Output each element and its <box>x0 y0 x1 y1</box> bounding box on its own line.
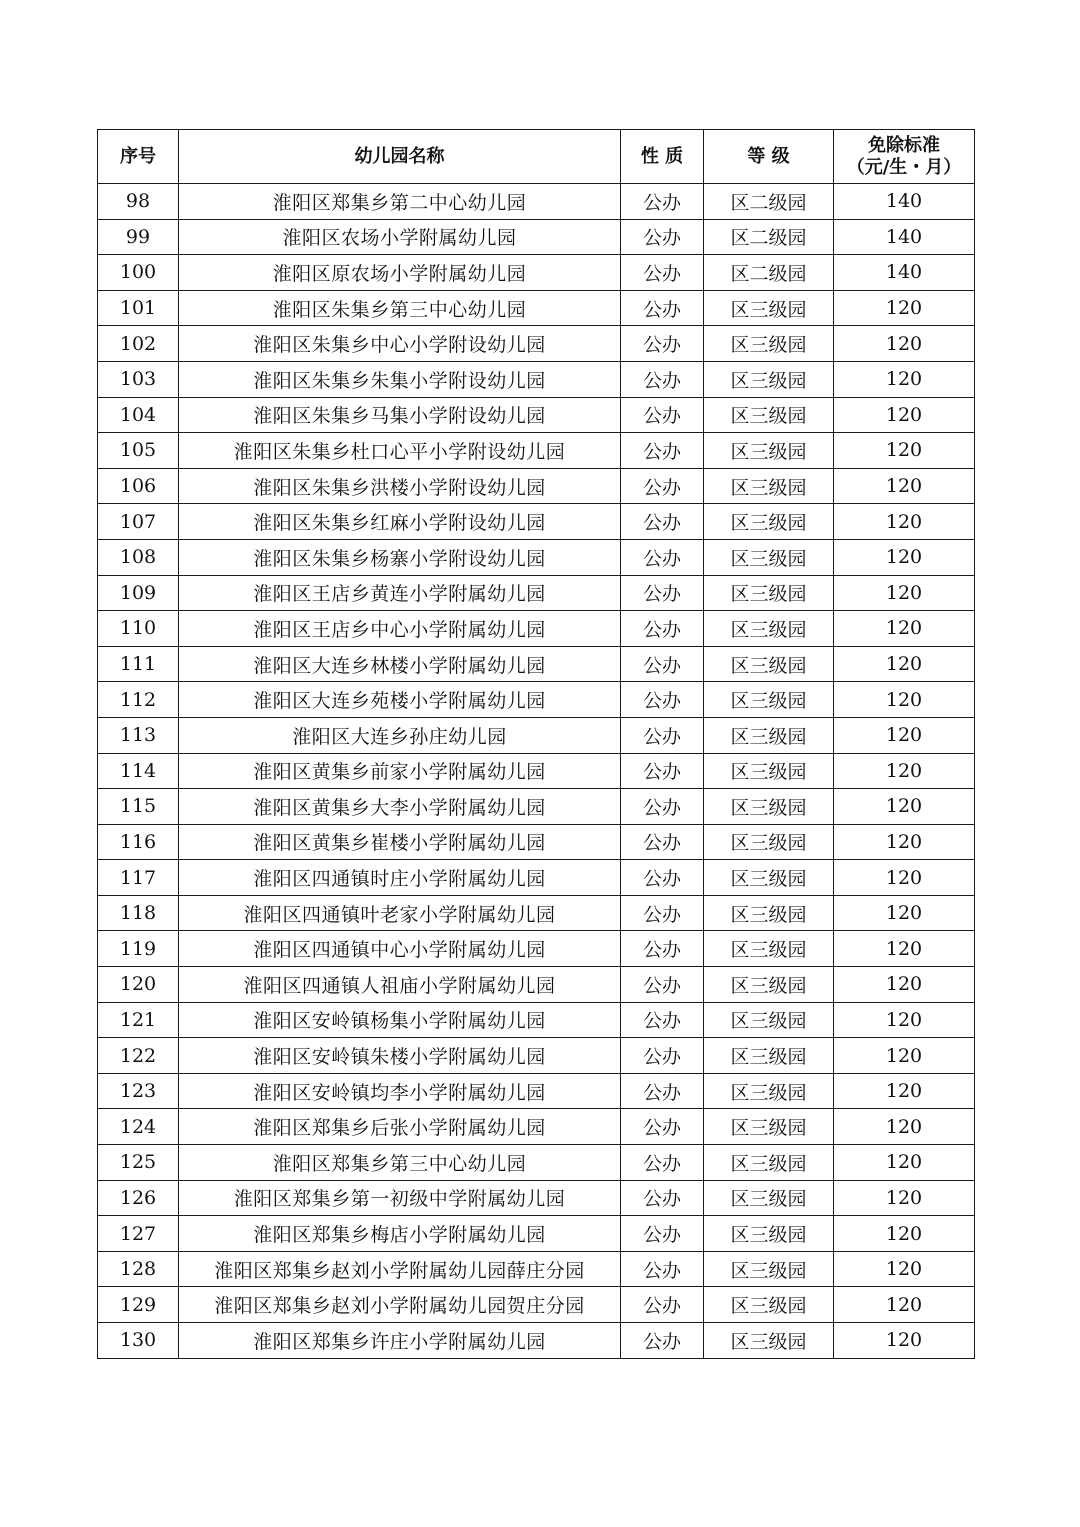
cell-fee: 140 <box>834 255 975 291</box>
cell-grade: 区二级园 <box>704 219 834 255</box>
table-row <box>98 967 975 1003</box>
cell-nature: 公办 <box>621 1251 704 1287</box>
cell-fee: 120 <box>834 504 975 540</box>
cell-fee: 120 <box>834 1251 975 1287</box>
header-row <box>98 130 975 184</box>
cell-seq: 114 <box>98 753 179 789</box>
cell-seq: 130 <box>98 1323 179 1359</box>
table-row <box>98 219 975 255</box>
cell-fee: 120 <box>834 611 975 647</box>
cell-seq: 129 <box>98 1287 179 1323</box>
cell-grade: 区三级园 <box>704 1216 834 1252</box>
cell-grade: 区三级园 <box>704 433 834 469</box>
cell-kindergarten-name: 淮阳区安岭镇均李小学附属幼儿园 <box>179 1073 621 1109</box>
cell-grade: 区三级园 <box>704 967 834 1003</box>
cell-fee: 120 <box>834 1216 975 1252</box>
table-header <box>98 130 975 184</box>
table-row <box>98 290 975 326</box>
table-row <box>98 1287 975 1323</box>
cell-nature: 公办 <box>621 1038 704 1074</box>
cell-seq: 103 <box>98 361 179 397</box>
table-row <box>98 1038 975 1074</box>
cell-fee: 120 <box>834 1145 975 1181</box>
cell-grade: 区三级园 <box>704 504 834 540</box>
header-fee <box>834 130 975 184</box>
cell-nature: 公办 <box>621 504 704 540</box>
cell-nature: 公办 <box>621 1109 704 1145</box>
cell-grade: 区二级园 <box>704 255 834 291</box>
cell-seq: 125 <box>98 1145 179 1181</box>
cell-grade: 区三级园 <box>704 753 834 789</box>
cell-kindergarten-name: 淮阳区黄集乡崔楼小学附属幼儿园 <box>179 824 621 860</box>
table-row <box>98 824 975 860</box>
table-row <box>98 468 975 504</box>
table-row <box>98 1323 975 1359</box>
cell-kindergarten-name: 淮阳区农场小学附属幼儿园 <box>179 219 621 255</box>
cell-nature: 公办 <box>621 255 704 291</box>
cell-seq: 98 <box>98 184 179 220</box>
cell-seq: 127 <box>98 1216 179 1252</box>
cell-nature: 公办 <box>621 326 704 362</box>
cell-fee: 140 <box>834 219 975 255</box>
cell-nature: 公办 <box>621 717 704 753</box>
cell-nature: 公办 <box>621 361 704 397</box>
cell-nature: 公办 <box>621 468 704 504</box>
cell-fee: 120 <box>834 326 975 362</box>
cell-fee: 140 <box>834 184 975 220</box>
header-nature: 性 质 <box>621 130 704 184</box>
cell-nature: 公办 <box>621 860 704 896</box>
cell-kindergarten-name: 淮阳区黄集乡前家小学附属幼儿园 <box>179 753 621 789</box>
table-row <box>98 1109 975 1145</box>
cell-grade: 区三级园 <box>704 789 834 825</box>
cell-nature: 公办 <box>621 1323 704 1359</box>
cell-nature: 公办 <box>621 1073 704 1109</box>
cell-grade: 区三级园 <box>704 1145 834 1181</box>
cell-kindergarten-name: 淮阳区安岭镇朱楼小学附属幼儿园 <box>179 1038 621 1074</box>
cell-kindergarten-name: 淮阳区郑集乡赵刘小学附属幼儿园薛庄分园 <box>179 1251 621 1287</box>
cell-fee: 120 <box>834 1002 975 1038</box>
cell-fee: 120 <box>834 433 975 469</box>
table-row <box>98 931 975 967</box>
cell-fee: 120 <box>834 1287 975 1323</box>
table-row <box>98 789 975 825</box>
cell-fee: 120 <box>834 361 975 397</box>
cell-nature: 公办 <box>621 611 704 647</box>
cell-seq: 122 <box>98 1038 179 1074</box>
cell-grade: 区三级园 <box>704 468 834 504</box>
cell-seq: 123 <box>98 1073 179 1109</box>
cell-kindergarten-name: 淮阳区朱集乡洪楼小学附设幼儿园 <box>179 468 621 504</box>
cell-seq: 120 <box>98 967 179 1003</box>
header-grade: 等 级 <box>704 130 834 184</box>
header-seq: 序号 <box>98 130 179 184</box>
table-row <box>98 1216 975 1252</box>
cell-kindergarten-name: 淮阳区朱集乡马集小学附设幼儿园 <box>179 397 621 433</box>
cell-grade: 区三级园 <box>704 290 834 326</box>
cell-seq: 106 <box>98 468 179 504</box>
cell-kindergarten-name: 淮阳区郑集乡梅店小学附属幼儿园 <box>179 1216 621 1252</box>
cell-kindergarten-name: 淮阳区郑集乡赵刘小学附属幼儿园贺庄分园 <box>179 1287 621 1323</box>
cell-kindergarten-name: 淮阳区朱集乡红麻小学附设幼儿园 <box>179 504 621 540</box>
cell-grade: 区三级园 <box>704 1038 834 1074</box>
cell-kindergarten-name: 淮阳区朱集乡第三中心幼儿园 <box>179 290 621 326</box>
cell-seq: 108 <box>98 539 179 575</box>
table-row <box>98 1180 975 1216</box>
cell-kindergarten-name: 淮阳区郑集乡许庄小学附属幼儿园 <box>179 1323 621 1359</box>
cell-grade: 区三级园 <box>704 611 834 647</box>
cell-kindergarten-name: 淮阳区四通镇时庄小学附属幼儿园 <box>179 860 621 896</box>
cell-fee: 120 <box>834 753 975 789</box>
cell-grade: 区三级园 <box>704 326 834 362</box>
cell-fee: 120 <box>834 1109 975 1145</box>
cell-seq: 116 <box>98 824 179 860</box>
cell-fee: 120 <box>834 539 975 575</box>
cell-fee: 120 <box>834 575 975 611</box>
cell-fee: 120 <box>834 468 975 504</box>
table-row <box>98 433 975 469</box>
cell-kindergarten-name: 淮阳区大连乡林楼小学附属幼儿园 <box>179 646 621 682</box>
cell-grade: 区三级园 <box>704 1287 834 1323</box>
cell-grade: 区三级园 <box>704 860 834 896</box>
cell-fee: 120 <box>834 646 975 682</box>
cell-nature: 公办 <box>621 682 704 718</box>
cell-grade: 区三级园 <box>704 539 834 575</box>
cell-seq: 117 <box>98 860 179 896</box>
cell-fee: 120 <box>834 824 975 860</box>
cell-grade: 区三级园 <box>704 1109 834 1145</box>
cell-seq: 102 <box>98 326 179 362</box>
cell-fee: 120 <box>834 967 975 1003</box>
cell-nature: 公办 <box>621 1287 704 1323</box>
table-row <box>98 1073 975 1109</box>
cell-grade: 区三级园 <box>704 1073 834 1109</box>
cell-grade: 区三级园 <box>704 397 834 433</box>
cell-kindergarten-name: 淮阳区大连乡孙庄幼儿园 <box>179 717 621 753</box>
cell-nature: 公办 <box>621 931 704 967</box>
table-body <box>98 184 975 1359</box>
table-row <box>98 611 975 647</box>
cell-grade: 区三级园 <box>704 361 834 397</box>
cell-seq: 104 <box>98 397 179 433</box>
cell-seq: 121 <box>98 1002 179 1038</box>
cell-nature: 公办 <box>621 219 704 255</box>
cell-fee: 120 <box>834 860 975 896</box>
cell-kindergarten-name: 淮阳区黄集乡大李小学附属幼儿园 <box>179 789 621 825</box>
cell-nature: 公办 <box>621 575 704 611</box>
cell-fee: 120 <box>834 682 975 718</box>
table-row <box>98 397 975 433</box>
cell-grade: 区三级园 <box>704 1323 834 1359</box>
cell-seq: 118 <box>98 895 179 931</box>
cell-seq: 112 <box>98 682 179 718</box>
cell-kindergarten-name: 淮阳区朱集乡朱集小学附设幼儿园 <box>179 361 621 397</box>
cell-seq: 113 <box>98 717 179 753</box>
cell-grade: 区三级园 <box>704 682 834 718</box>
cell-seq: 119 <box>98 931 179 967</box>
cell-nature: 公办 <box>621 433 704 469</box>
cell-grade: 区三级园 <box>704 824 834 860</box>
cell-fee: 120 <box>834 1180 975 1216</box>
cell-grade: 区三级园 <box>704 717 834 753</box>
table-row <box>98 1002 975 1038</box>
cell-kindergarten-name: 淮阳区四通镇人祖庙小学附属幼儿园 <box>179 967 621 1003</box>
cell-nature: 公办 <box>621 895 704 931</box>
cell-fee: 120 <box>834 290 975 326</box>
header-fee-line2: （元/生・月） <box>846 156 962 178</box>
cell-seq: 100 <box>98 255 179 291</box>
cell-nature: 公办 <box>621 789 704 825</box>
cell-kindergarten-name: 淮阳区安岭镇杨集小学附属幼儿园 <box>179 1002 621 1038</box>
cell-seq: 115 <box>98 789 179 825</box>
cell-kindergarten-name: 淮阳区郑集乡第三中心幼儿园 <box>179 1145 621 1181</box>
cell-kindergarten-name: 淮阳区王店乡黄连小学附属幼儿园 <box>179 575 621 611</box>
cell-nature: 公办 <box>621 824 704 860</box>
cell-fee: 120 <box>834 931 975 967</box>
cell-grade: 区三级园 <box>704 895 834 931</box>
cell-kindergarten-name: 淮阳区朱集乡杜口心平小学附设幼儿园 <box>179 433 621 469</box>
table-row <box>98 504 975 540</box>
table-row <box>98 184 975 220</box>
table-row <box>98 1251 975 1287</box>
table-row <box>98 753 975 789</box>
cell-nature: 公办 <box>621 290 704 326</box>
cell-nature: 公办 <box>621 753 704 789</box>
cell-seq: 110 <box>98 611 179 647</box>
cell-nature: 公办 <box>621 1145 704 1181</box>
cell-seq: 105 <box>98 433 179 469</box>
cell-nature: 公办 <box>621 967 704 1003</box>
cell-kindergarten-name: 淮阳区大连乡苑楼小学附属幼儿园 <box>179 682 621 718</box>
cell-grade: 区三级园 <box>704 575 834 611</box>
table-row <box>98 255 975 291</box>
cell-nature: 公办 <box>621 1180 704 1216</box>
cell-nature: 公办 <box>621 1002 704 1038</box>
table-row <box>98 646 975 682</box>
cell-grade: 区三级园 <box>704 1002 834 1038</box>
cell-fee: 120 <box>834 397 975 433</box>
cell-grade: 区三级园 <box>704 646 834 682</box>
cell-fee: 120 <box>834 895 975 931</box>
cell-fee: 120 <box>834 1038 975 1074</box>
cell-fee: 120 <box>834 1323 975 1359</box>
cell-nature: 公办 <box>621 646 704 682</box>
cell-nature: 公办 <box>621 184 704 220</box>
cell-kindergarten-name: 淮阳区四通镇中心小学附属幼儿园 <box>179 931 621 967</box>
cell-kindergarten-name: 淮阳区郑集乡后张小学附属幼儿园 <box>179 1109 621 1145</box>
cell-grade: 区三级园 <box>704 1251 834 1287</box>
cell-grade: 区三级园 <box>704 931 834 967</box>
table-row <box>98 539 975 575</box>
cell-seq: 111 <box>98 646 179 682</box>
table-row <box>98 895 975 931</box>
cell-kindergarten-name: 淮阳区王店乡中心小学附属幼儿园 <box>179 611 621 647</box>
cell-seq: 126 <box>98 1180 179 1216</box>
kindergarten-fee-table <box>97 129 975 1359</box>
cell-fee: 120 <box>834 789 975 825</box>
table-row <box>98 1145 975 1181</box>
header-fee-line1: 免除标准 <box>868 134 940 156</box>
cell-seq: 101 <box>98 290 179 326</box>
cell-seq: 107 <box>98 504 179 540</box>
table-row <box>98 717 975 753</box>
cell-grade: 区三级园 <box>704 1180 834 1216</box>
cell-kindergarten-name: 淮阳区朱集乡中心小学附设幼儿园 <box>179 326 621 362</box>
cell-nature: 公办 <box>621 1216 704 1252</box>
cell-fee: 120 <box>834 1073 975 1109</box>
cell-seq: 99 <box>98 219 179 255</box>
table-row <box>98 326 975 362</box>
table-row <box>98 682 975 718</box>
cell-seq: 109 <box>98 575 179 611</box>
cell-seq: 124 <box>98 1109 179 1145</box>
cell-kindergarten-name: 淮阳区四通镇叶老家小学附属幼儿园 <box>179 895 621 931</box>
cell-grade: 区二级园 <box>704 184 834 220</box>
cell-fee: 120 <box>834 717 975 753</box>
header-name: 幼儿园名称 <box>179 130 621 184</box>
cell-seq: 128 <box>98 1251 179 1287</box>
table-row <box>98 860 975 896</box>
table-row <box>98 575 975 611</box>
cell-kindergarten-name: 淮阳区郑集乡第二中心幼儿园 <box>179 184 621 220</box>
cell-nature: 公办 <box>621 539 704 575</box>
cell-kindergarten-name: 淮阳区郑集乡第一初级中学附属幼儿园 <box>179 1180 621 1216</box>
cell-nature: 公办 <box>621 397 704 433</box>
table-row <box>98 361 975 397</box>
cell-kindergarten-name: 淮阳区原农场小学附属幼儿园 <box>179 255 621 291</box>
cell-kindergarten-name: 淮阳区朱集乡杨寨小学附设幼儿园 <box>179 539 621 575</box>
